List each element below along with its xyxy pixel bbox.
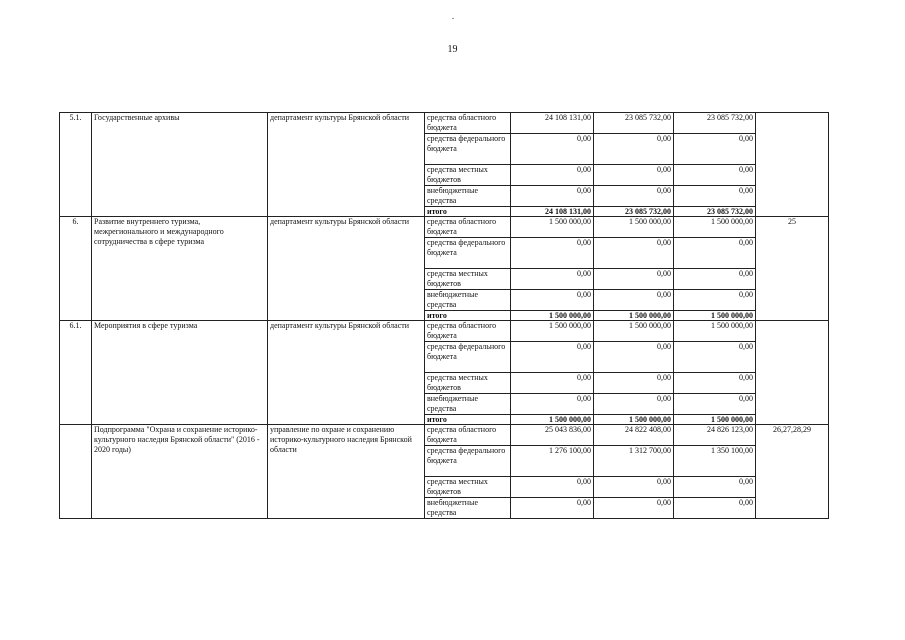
indicator-refs: 25 [756,217,829,321]
total-year-2: 1 500 000,00 [594,415,674,425]
amount-year-3: 0,00 [674,186,756,207]
amount-year-3: 1 500 000,00 [674,321,756,342]
amount-year-1: 0,00 [511,290,594,311]
table-row [60,113,829,134]
amount-year-3: 0,00 [674,498,756,519]
amount-year-1: 0,00 [511,342,594,373]
amount-year-2: 0,00 [594,269,674,290]
amount-year-3: 0,00 [674,342,756,373]
amount-year-1: 0,00 [511,477,594,498]
total-year-3: 1 500 000,00 [674,311,756,321]
indicator-refs [756,321,829,425]
amount-year-3: 0,00 [674,477,756,498]
table-row [60,321,829,342]
amount-year-2: 1 500 000,00 [594,217,674,238]
amount-year-3: 0,00 [674,394,756,415]
amount-year-1: 0,00 [511,498,594,519]
item-code: 6. [60,217,92,321]
total-year-1: 24 108 131,00 [511,207,594,217]
funding-source: средства федерального бюджета [425,342,511,373]
amount-year-1: 1 500 000,00 [511,217,594,238]
funding-source: средства федерального бюджета [425,446,511,477]
amount-year-3: 24 826 123,00 [674,425,756,446]
item-code [60,425,92,519]
scan-mark [452,18,454,19]
amount-year-3: 23 085 732,00 [674,113,756,134]
item-executor: департамент культуры Брянской области [268,113,425,217]
funding-source: средства местных бюджетов [425,165,511,186]
total-label: итого [425,207,511,217]
total-year-2: 1 500 000,00 [594,311,674,321]
item-name: Мероприятия в сфере туризма [92,321,268,425]
amount-year-2: 1 500 000,00 [594,321,674,342]
indicator-refs [756,113,829,217]
amount-year-2: 0,00 [594,134,674,165]
item-name: Государственные архивы [92,113,268,217]
item-executor: департамент культуры Брянской области [268,321,425,425]
amount-year-2: 23 085 732,00 [594,113,674,134]
table-row [60,425,829,446]
item-executor: департамент культуры Брянской области [268,217,425,321]
page-number: 19 [447,44,458,55]
amount-year-2: 1 312 700,00 [594,446,674,477]
total-year-2: 23 085 732,00 [594,207,674,217]
amount-year-1: 0,00 [511,373,594,394]
funding-source: внебюджетные средства [425,186,511,207]
funding-source: средства местных бюджетов [425,269,511,290]
amount-year-2: 0,00 [594,498,674,519]
amount-year-2: 0,00 [594,394,674,415]
total-year-1: 1 500 000,00 [511,311,594,321]
item-name: Подпрограмма "Охрана и сохранение историко-культурного наследия Брянской области" (2016 - 2020 годы) [92,425,268,519]
funding-source: средства местных бюджетов [425,373,511,394]
total-year-1: 1 500 000,00 [511,415,594,425]
total-year-3: 23 085 732,00 [674,207,756,217]
funding-source: внебюджетные средства [425,290,511,311]
amount-year-1: 0,00 [511,269,594,290]
funding-source: средства федерального бюджета [425,134,511,165]
item-code: 6.1. [60,321,92,425]
indicator-refs: 26,27,28,29 [756,425,829,519]
funding-source: средства областного бюджета [425,321,511,342]
amount-year-1: 0,00 [511,134,594,165]
amount-year-3: 1 500 000,00 [674,217,756,238]
amount-year-3: 0,00 [674,290,756,311]
funding-source: средства областного бюджета [425,217,511,238]
amount-year-1: 25 043 836,00 [511,425,594,446]
amount-year-2: 0,00 [594,165,674,186]
funding-source: средства местных бюджетов [425,477,511,498]
item-executor: управление по охране и сохранению историко-культурного наследия Брянской области [268,425,425,519]
total-year-3: 1 500 000,00 [674,415,756,425]
amount-year-2: 0,00 [594,342,674,373]
table-row [60,217,829,238]
budget-table [59,112,829,519]
amount-year-3: 0,00 [674,373,756,394]
amount-year-1: 0,00 [511,186,594,207]
total-label: итого [425,415,511,425]
amount-year-1: 1 276 100,00 [511,446,594,477]
total-label: итого [425,311,511,321]
amount-year-1: 0,00 [511,394,594,415]
amount-year-2: 24 822 408,00 [594,425,674,446]
funding-source: средства областного бюджета [425,113,511,134]
funding-source: средства областного бюджета [425,425,511,446]
amount-year-2: 0,00 [594,290,674,311]
amount-year-1: 0,00 [511,165,594,186]
amount-year-3: 0,00 [674,165,756,186]
amount-year-2: 0,00 [594,238,674,269]
amount-year-3: 0,00 [674,134,756,165]
amount-year-3: 0,00 [674,269,756,290]
amount-year-3: 0,00 [674,238,756,269]
amount-year-1: 24 108 131,00 [511,113,594,134]
amount-year-2: 0,00 [594,373,674,394]
item-code: 5.1. [60,113,92,217]
funding-source: средства федерального бюджета [425,238,511,269]
amount-year-3: 1 350 100,00 [674,446,756,477]
funding-source: внебюджетные средства [425,498,511,519]
item-name: Развитие внутреннего туризма, межрегионального и международного сотрудничества в сфере туризма [92,217,268,321]
amount-year-2: 0,00 [594,186,674,207]
funding-source: внебюджетные средства [425,394,511,415]
amount-year-2: 0,00 [594,477,674,498]
amount-year-1: 1 500 000,00 [511,321,594,342]
amount-year-1: 0,00 [511,238,594,269]
